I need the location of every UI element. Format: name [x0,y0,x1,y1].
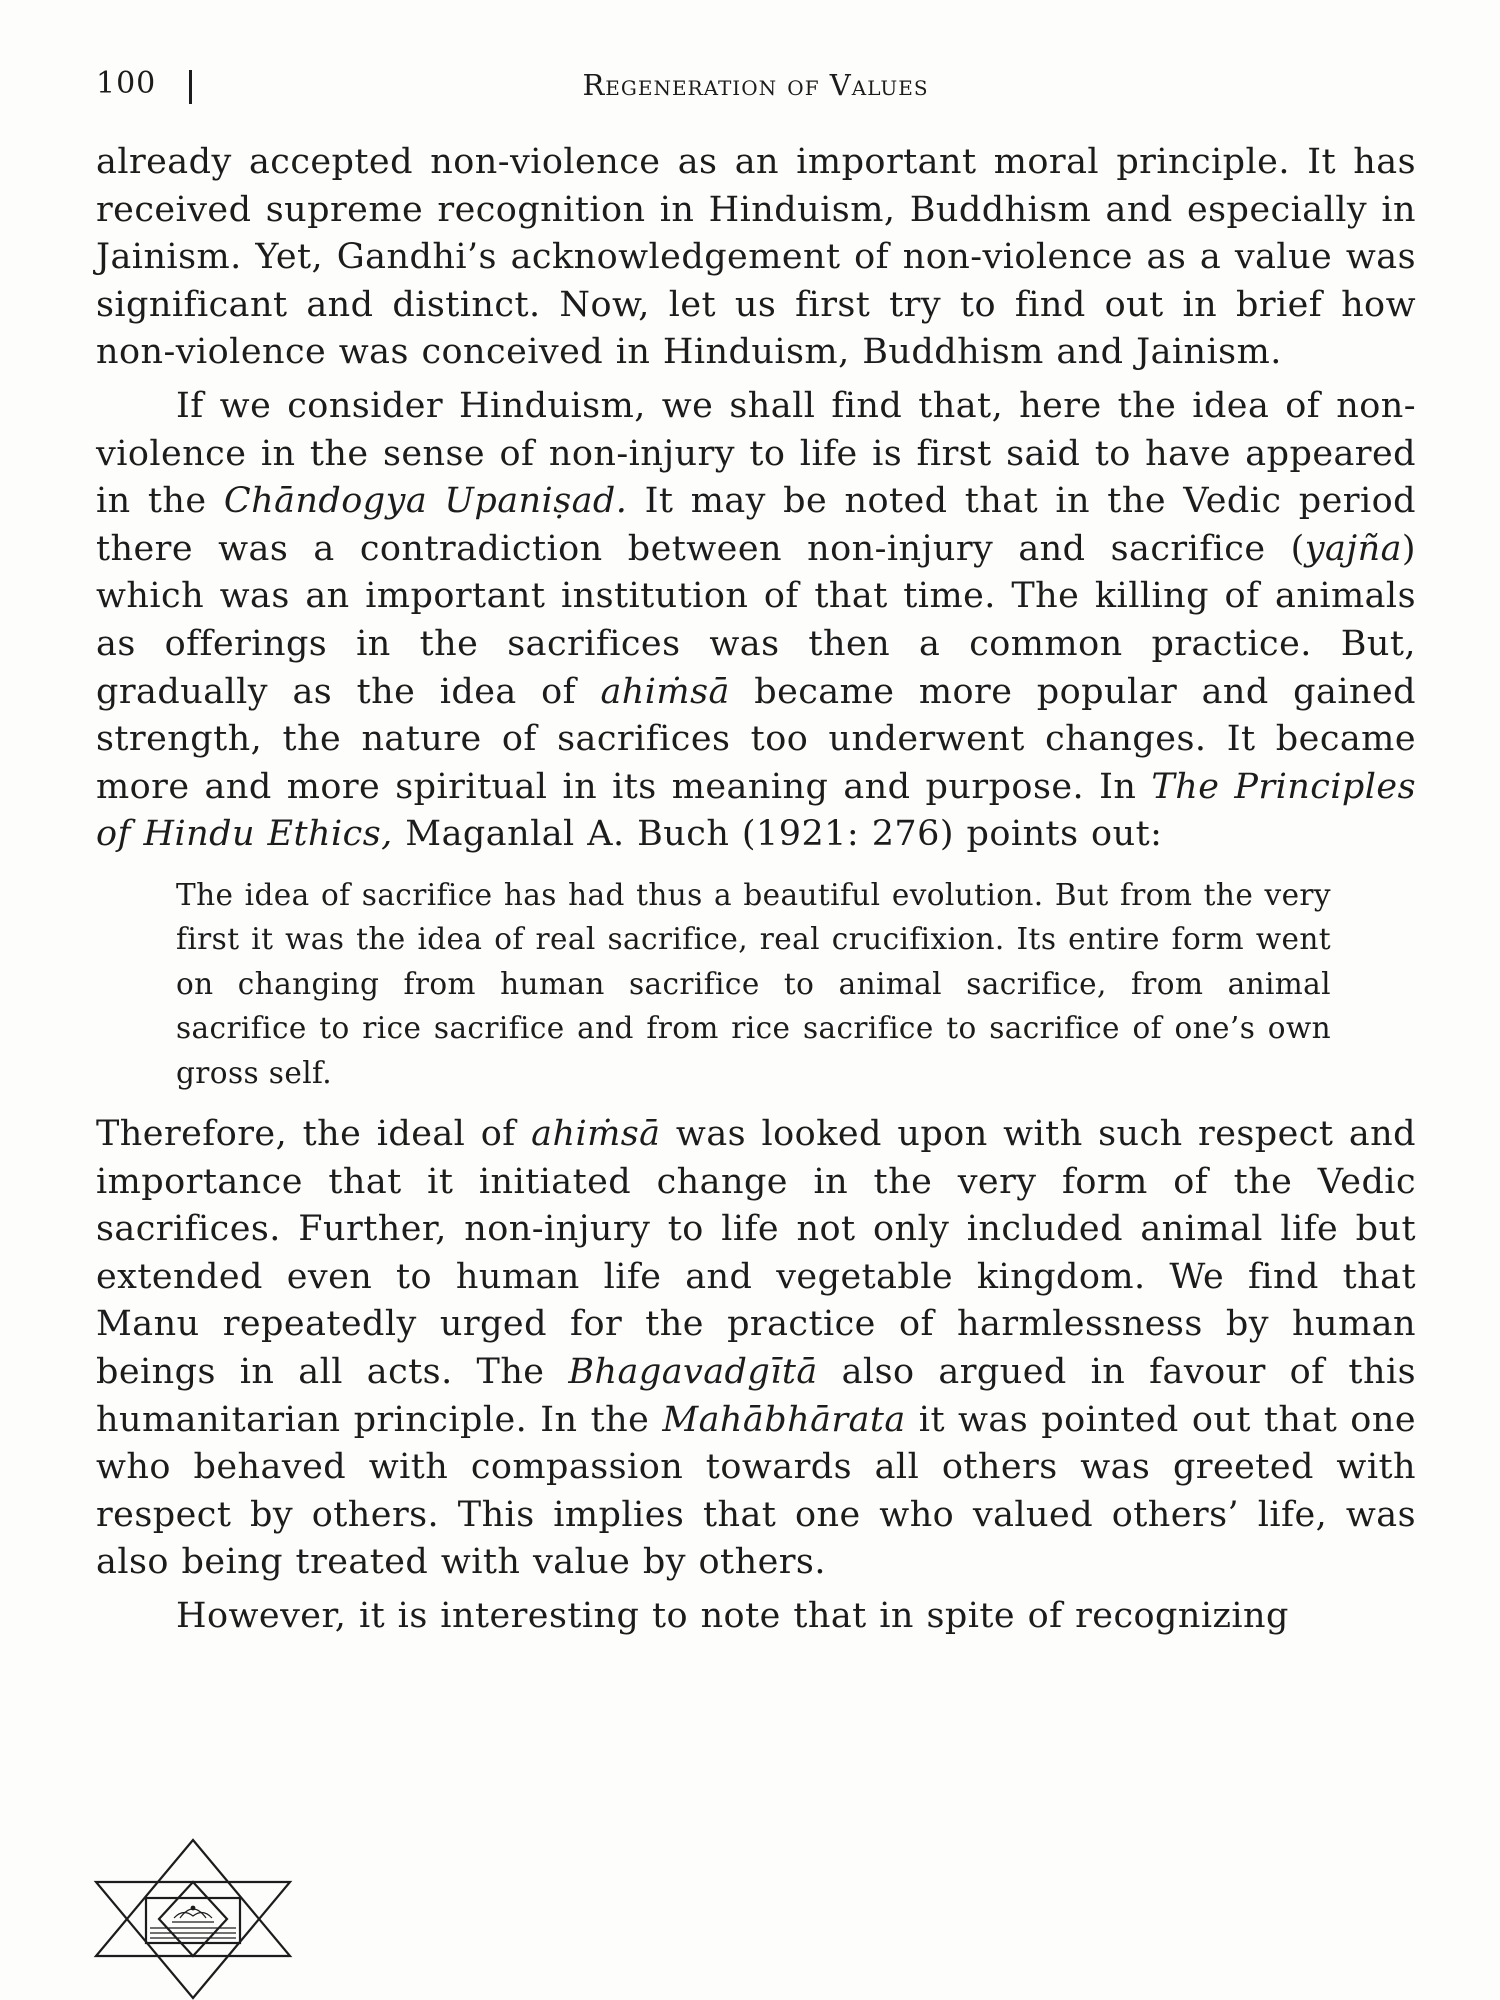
paragraph-2 [96,383,1416,859]
paragraph-3-text-2: was looked upon with such respect and importance that it initiated change in the very form of the Vedic sacrifices. Further, non-injury to life not only included animal life but extended even to human life and vegetable kingdom. We find that Manu repeatedly urged for the practice of harmlessness by human beings in all acts. The [96,1113,1416,1392]
paragraph-2-text-5: Maganlal A. Buch (1921: 276) points out: [392,814,1163,855]
paragraph-3-text-1: Therefore, the ideal of [96,1113,532,1154]
paragraph-3-text-3: also argued in favour of this humanitarian principle. In the [96,1351,1416,1440]
yajna-term: yajña [1304,528,1402,569]
running-title: Regeneration of Values [582,68,929,102]
star-of-david-lotus-emblem-icon [88,1838,298,2000]
paragraph-3 [96,1111,1416,1587]
paragraph-1: already accepted non-violence as an important moral principle. It has received supreme recognition in Hinduism, Buddhism and especially in Jainism. Yet, Gandhi’s acknowledgement of non-violence as a value was significant and distinct. Now, let us first try to find out in brief how non-violence was conceived in Hinduism, Buddhism and Jainism. [96,142,1416,373]
chandogya-upanisad-title: Chāndogya Upaniṣad. [223,481,628,522]
bhagavadgita-title: Bhagavadgītā [568,1351,818,1392]
paragraph-3-text-4: it was pointed out that one who behaved with compassion towards all others was greeted with respect by others. This implies that one who valued others’ life, was also being treated with value by others. [96,1399,1416,1583]
block-quote: The idea of sacrifice has had thus a beautiful evolution. But from the very first it was the idea of real sacrifice, real crucifixion. Its entire form went on changing from human sacrifice to animal sacrifice, from animal sacrifice to rice sacrifice and from rice sacrifice to sacrifice of one’s own gross self. [176,877,1331,1090]
paragraph-2-text-1: If we consider Hinduism, we shall find that, here the idea of non-violence in the sense of non-injury to life is first said to have appeared in the [96,385,1416,522]
ahimsa-term-2: ahiṁsā [531,1113,661,1154]
page-body [96,139,1416,1640]
paragraph-4: However, it is interesting to note that in spite of recognizing [176,1595,1289,1636]
mahabharata-title: Mahābhārata [662,1399,906,1440]
ahimsa-term: ahiṁsā [600,671,730,712]
paragraph-2-text-4: became more popular and gained strength, the nature of sacrifices too underwent changes. It became more and more spiritual in its meaning and purpose. In [96,671,1416,807]
principles-of-hindu-ethics-title: The Principles of Hindu Ethics, [96,766,1416,855]
page-number: 100 [96,66,157,101]
paragraph-2-text-3: ) which was an important institution of that time. The killing of animals as offerings in the sacrifices was then a common practice. But, gradually as the idea of [96,528,1416,712]
paragraph-2-text-2: It may be noted that in the Vedic period there was a contradiction between non-injury and sacrifice ( [96,481,1416,569]
page-header [96,66,1415,110]
